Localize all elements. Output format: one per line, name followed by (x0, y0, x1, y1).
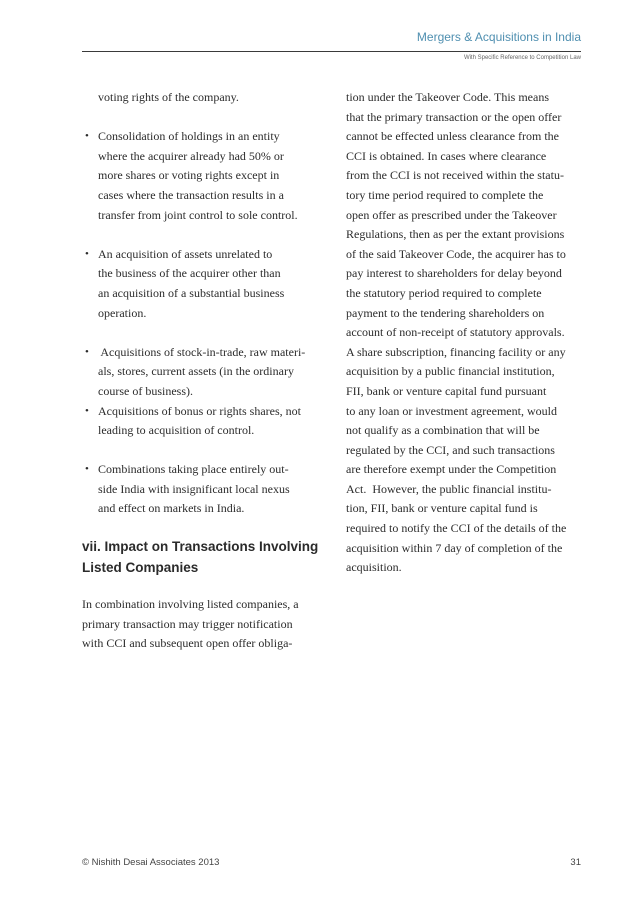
exemption-list (82, 127, 322, 519)
page-number: 31 (570, 857, 581, 868)
bullet-icon: • (85, 463, 89, 476)
running-header-subtitle: With Specific Reference to Competition Law (463, 55, 581, 61)
list-item: • Combinations taking place entirely out- side India with insignificant local nexus and effect on markets in India. (85, 462, 290, 516)
list-item: • Consolidation of holdings in an entity where the acquirer already had 50% or more shares or voting rights except in cases where the transaction results in a transfer from joint control to sole control. (85, 129, 298, 222)
list-spacer (82, 441, 322, 461)
list-spacer (82, 323, 322, 343)
header-divider (82, 51, 581, 52)
bullet-icon: • (85, 130, 89, 143)
list-spacer (82, 225, 322, 245)
list-item: • An acquisition of assets unrelated to the business of the acquirer other than an acquisition of a substantial business operation. (85, 246, 285, 320)
section-heading: vii. Impact on Transactions Involving Listed Companies (82, 539, 319, 576)
list-item: • Acquisitions of stock-in-trade, raw materi- als, stores, current assets (in the ordinary course of business). (85, 344, 306, 398)
continued-line: voting rights of the company. (98, 90, 239, 104)
left-column (82, 88, 322, 654)
footer-copyright: © Nishith Desai Associates 2013 (82, 857, 220, 868)
running-header-title: Mergers & Acquisitions in India (416, 30, 581, 44)
body-paragraph: tion under the Takeover Code. This means that the primary transaction or the open offer cannot be effected unless clearance from the CCI is obtained. In cases where clearance from the CCI is not received within the statu- tory time period required to complete the open offer as prescribed under the Takeover Regulations, then as per the extant provisions of the said Takeover Code, the acquirer has to pay interest to shareholders for delay beyond the statutory period required to complete payment to the tendering shareholders on account of non-receipt of statutory approvals. A share subscription, financing facility or any acquisition by a public financial institution, FII, bank or venture capital fund pursuant to any loan or investment agreement, would not qualify as a combination that will be regulated by the CCI, and such transactions are therefore exempt under the Competition Act. However, the public financial institu- tion, FII, bank or venture capital fund is required to notify the CCI of the details of the acquisition within 7 day of completion of the acquisition. (346, 90, 567, 575)
bullet-icon: • (85, 345, 89, 358)
bullet-icon: • (85, 247, 89, 260)
section-paragraph: In combination involving listed companies, a primary transaction may trigger notification with CCI and subsequent open offer obliga- (82, 597, 299, 651)
right-column (346, 88, 586, 578)
list-item: • Acquisitions of bonus or rights shares, not leading to acquisition of control. (85, 403, 301, 438)
bullet-icon: • (85, 404, 89, 417)
